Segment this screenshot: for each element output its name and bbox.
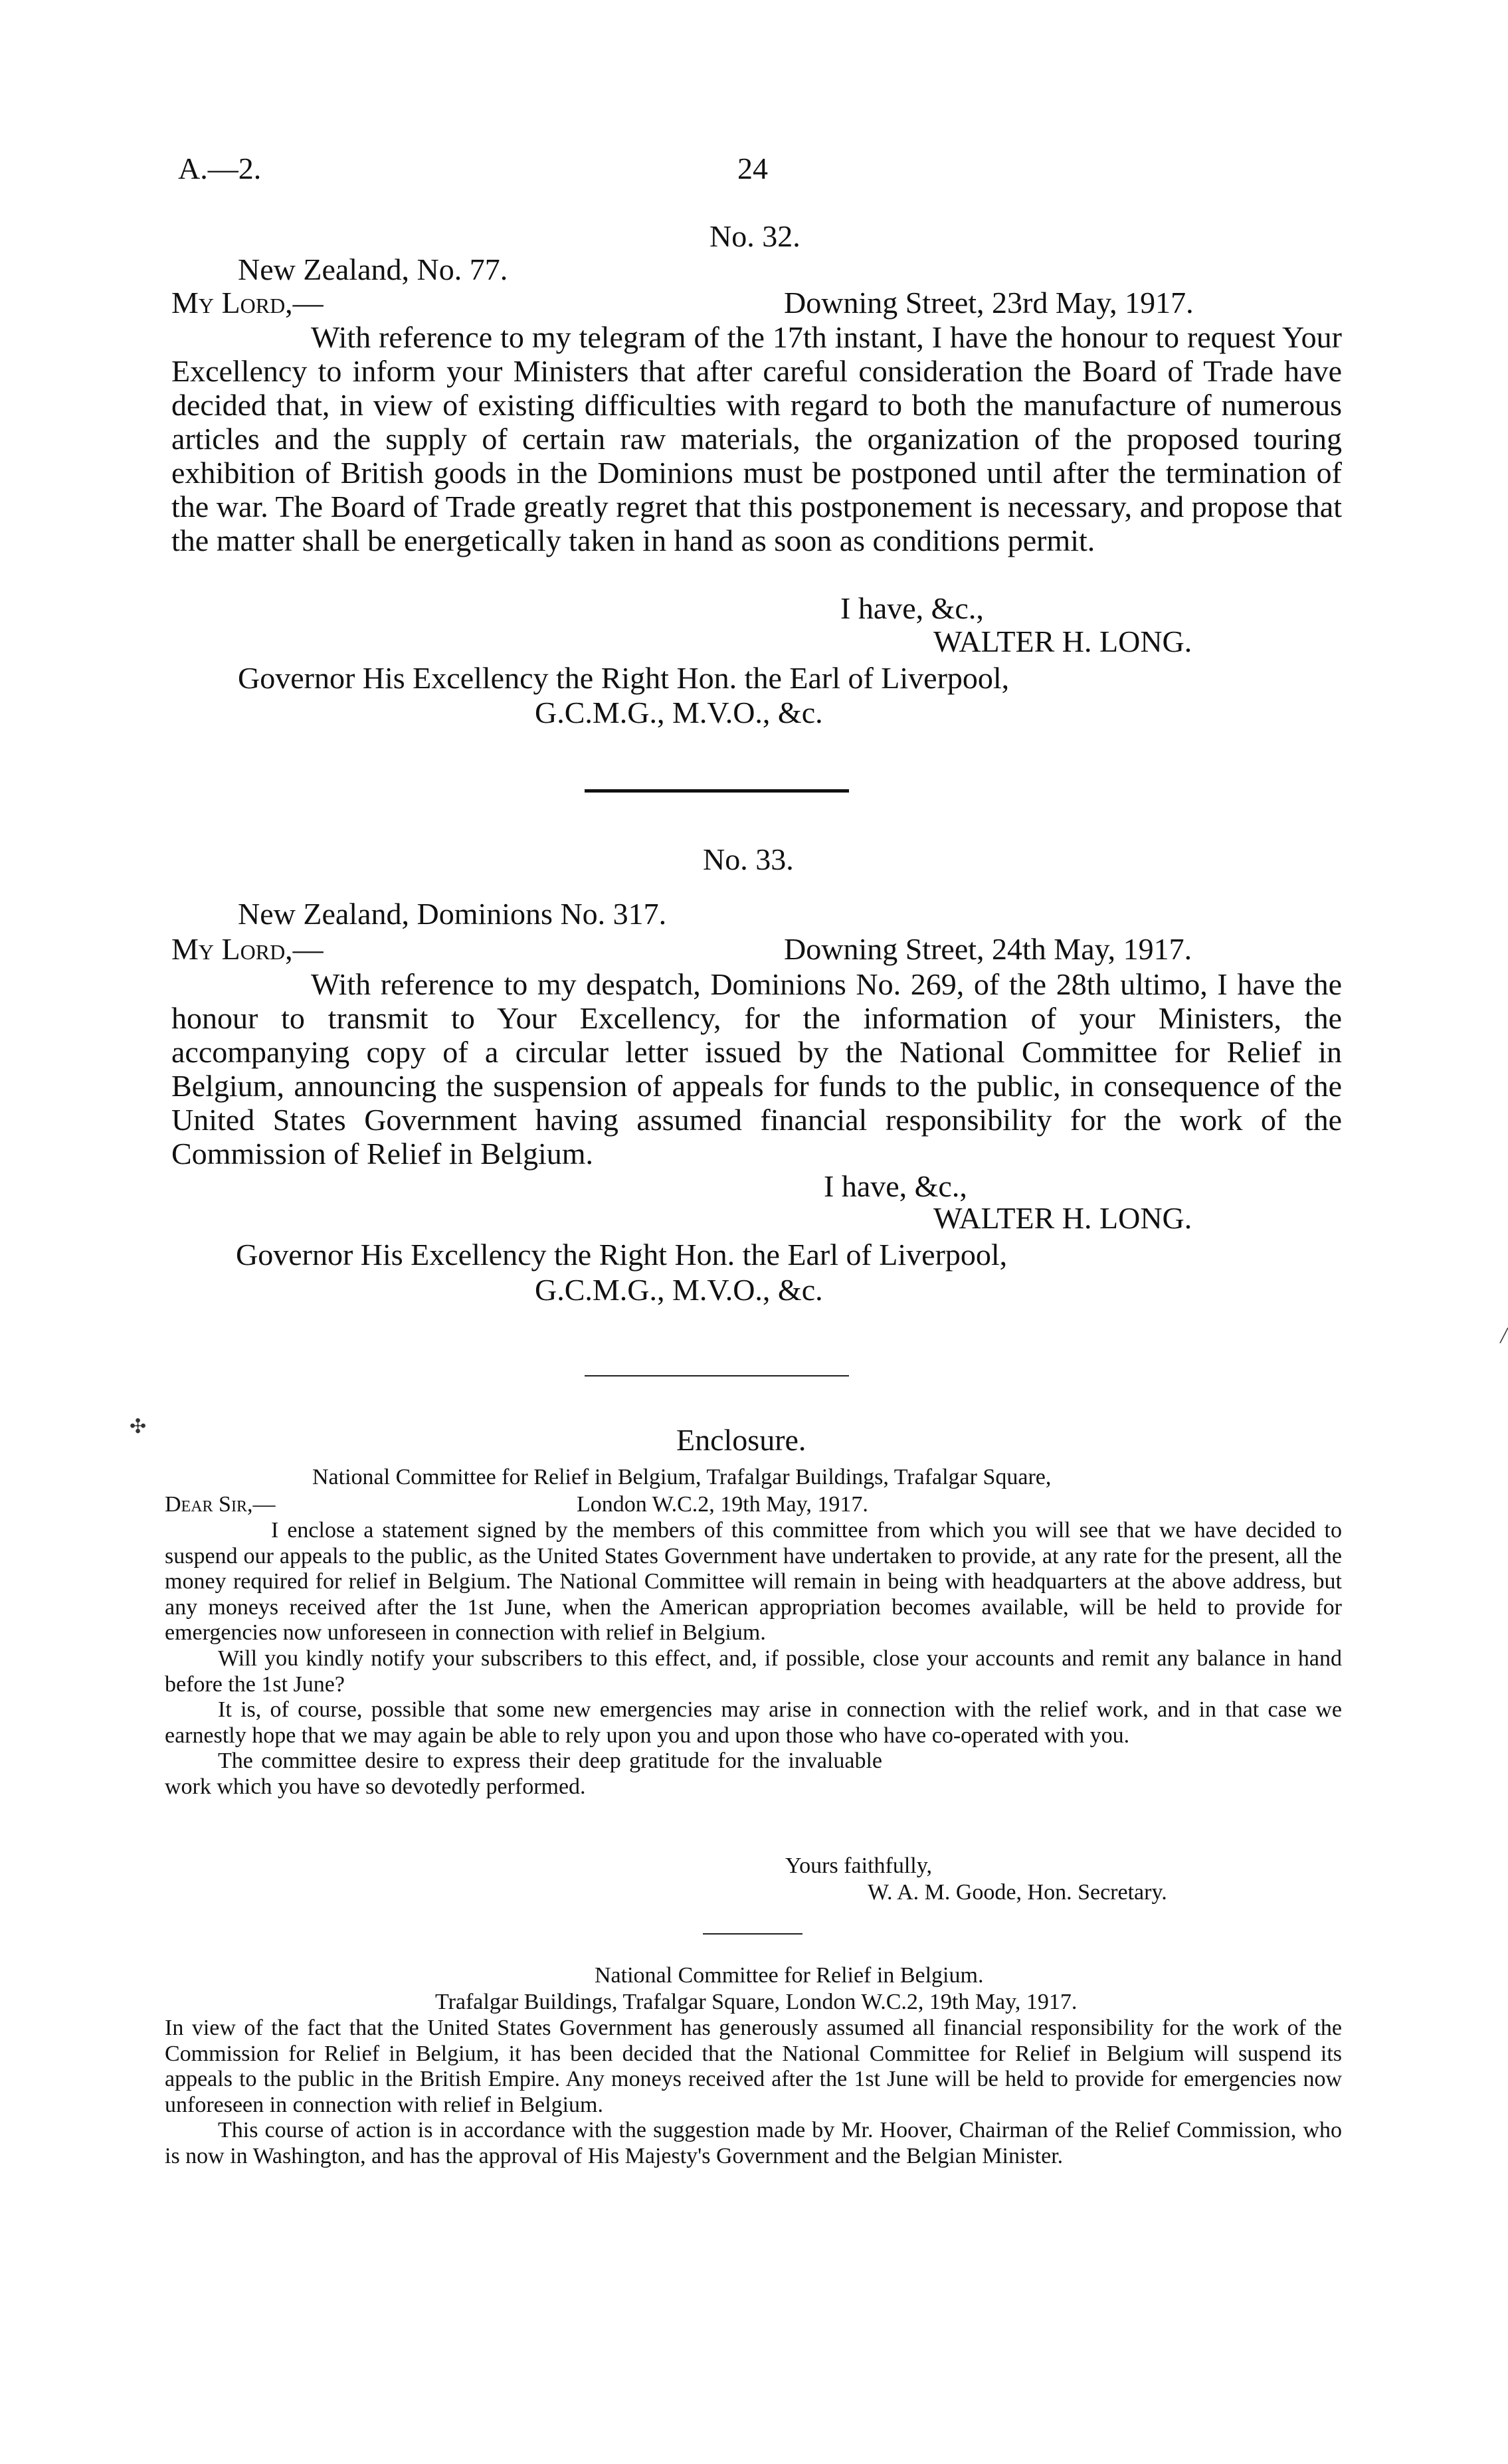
- letter-32-number: No. 32.: [709, 219, 801, 253]
- statement-paragraph: This course of action is in accordance with the suggestion made by Mr. Hoover, Chairman of the Relief Commission, who is now in Washington, and has the approval of His Majesty's Government and the Belgian Minister.: [165, 2118, 1342, 2168]
- statement-heading: National Committee for Relief in Belgium.: [595, 1963, 984, 1988]
- statement-divider: [703, 1933, 802, 1935]
- enclosure-heading: Enclosure.: [676, 1423, 806, 1457]
- letter-33-recipient-honours: G.C.M.G., M.V.O., &c.: [535, 1273, 823, 1307]
- enclosure-signature: W. A. M. Goode, Hon. Secretary.: [868, 1880, 1167, 1905]
- scan-mark: ✣: [130, 1416, 147, 1438]
- enclosure-paragraph: I enclose a statement signed by the members of this committee from which you will see that we have decided to suspend our appeals to the public, as the United States Government have undertaken to provide, at any rate for the present, all the money required for relief in Belgium. The National Committee will remain in being with headquarters at the above address, but any moneys received after the 1st June, when the American appropriation becomes available, will be held to provide for emergencies now unforeseen in connection with relief in Belgium.: [165, 1518, 1342, 1646]
- letter-33-closing: I have, &c.,: [824, 1169, 967, 1203]
- letter-33-signature: WALTER H. LONG.: [933, 1201, 1192, 1235]
- enclosure-paragraph: Will you kindly notify your subscribers to this effect, and, if possible, close your accounts and remit any balance in hand before the 1st June?: [165, 1646, 1342, 1697]
- letter-32-salutation: My Lord,—: [171, 286, 324, 320]
- letter-32-signature: WALTER H. LONG.: [933, 624, 1192, 658]
- section-divider: [585, 789, 849, 793]
- letter-33-number: No. 33.: [703, 842, 794, 876]
- letter-32-recipient-honours: G.C.M.G., M.V.O., &c.: [535, 696, 823, 729]
- statement-address-date: Trafalgar Buildings, Trafalgar Square, London W.C.2, 19th May, 1917.: [435, 1990, 1078, 2014]
- enclosure-letterhead: National Committee for Relief in Belgium, Trafalgar Buildings, Trafalgar Square,: [312, 1465, 1052, 1489]
- page-number: 24: [737, 151, 768, 185]
- letter-33-addressee: New Zealand, Dominions No. 317.: [238, 897, 667, 931]
- statement-body: [165, 2016, 1342, 2170]
- letter-32-closing: I have, &c.,: [840, 591, 984, 625]
- letter-32-place-date: Downing Street, 23rd May, 1917.: [784, 286, 1194, 320]
- scan-mark: ╱: [1500, 1329, 1508, 1343]
- letter-32-addressee: New Zealand, No. 77.: [238, 252, 508, 286]
- statement-paragraph: In view of the fact that the United States Government has generously assumed all financial responsibility for the work of the Commission for Relief in Belgium, it has been decided that the National Committee for Relief in Belgium will suspend its appeals to the public in the British Empire. Any moneys received after the 1st June will be held to provide for emergencies now unforeseen in connection with relief in Belgium.: [165, 2016, 1342, 2117]
- enclosure-paragraph: The committee desire to express their deep gratitude for the invaluable work which you have so devotedly performed.: [165, 1749, 882, 1799]
- letter-32-recipient: Governor His Excellency the Right Hon. the Earl of Liverpool,: [238, 661, 1010, 695]
- enclosure-place-date: London W.C.2, 19th May, 1917.: [577, 1492, 868, 1517]
- enclosure-salutation: Dear Sir,—: [165, 1492, 276, 1517]
- letter-33-body: With reference to my despatch, Dominions No. 269, of the 28th ultimo, I have the honour to transmit to Your Excellency, for the information of your Ministers, the accompanying copy of a circular letter issued by the National Committee for Relief in Belgium, announcing the suspension of appeals for funds to the public, in consequence of the United States Government having assumed financial responsibility for the work of the Commission of Relief in Belgium.: [171, 967, 1342, 1171]
- enclosure-paragraph: It is, of course, possible that some new emergencies may arise in connection with the relief work, and in that case we earnestly hope that we may again be able to rely upon you and upon those who have co-operated with you.: [165, 1697, 1342, 1748]
- letter-33-recipient: Governor His Excellency the Right Hon. the Earl of Liverpool,: [236, 1238, 1008, 1272]
- enclosure-divider: [585, 1375, 849, 1376]
- letter-33-salutation: My Lord,—: [171, 932, 324, 966]
- series-reference: A.—2.: [178, 151, 262, 185]
- letter-32-body: With reference to my telegram of the 17th instant, I have the honour to request Your Excellency to inform your Ministers that after careful consideration the Board of Trade have decided that, in view of existing difficulties with regard to both the manufacture of numerous articles and the supply of certain raw materials, the organization of the proposed touring exhibition of British goods in the Dominions must be postponed until after the termination of the war. The Board of Trade greatly regret that this postponement is necessary, and propose that the matter shall be energetically taken in hand as soon as conditions permit.: [171, 320, 1342, 557]
- enclosure-closing: Yours faithfully,: [785, 1853, 933, 1878]
- letter-33-place-date: Downing Street, 24th May, 1917.: [784, 932, 1192, 966]
- enclosure-body: [165, 1518, 1342, 1800]
